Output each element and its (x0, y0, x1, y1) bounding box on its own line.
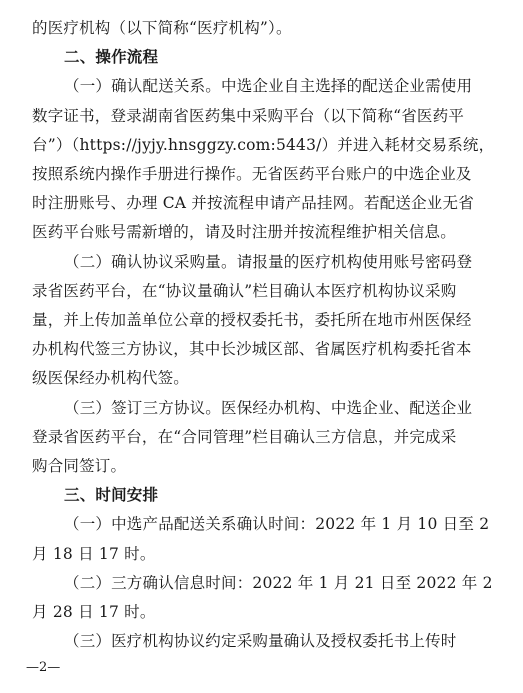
paragraph-line: （二）三方确认信息时间：2022 年 1 月 21 日至 2022 年 2 (64, 574, 493, 592)
paragraph-line: 级医保经办机构代签。 (32, 369, 190, 387)
paragraph-line: 登录省医药平台，在“合同管理”栏目确认三方信息，并完成采 (32, 428, 457, 446)
paragraph-line: （一）确认配送关系。中选企业自主选择的配送企业需使用 (64, 77, 473, 95)
page-number: —2— (26, 660, 61, 675)
paragraph-line: 按照系统内操作手册进行操作。无省医药平台账户的中选企业及 (32, 165, 472, 183)
paragraph-line: 办机构代签三方协议，其中长沙城区部、省属医疗机构委托省本 (32, 340, 472, 358)
paragraph-line: （一）中选产品配送关系确认时间：2022 年 1 月 10 日至 2 (64, 515, 490, 533)
paragraph-line: （二）确认协议采购量。请报量的医疗机构使用账号密码登 (64, 253, 473, 271)
paragraph-line: 医药平台账号需新增的，请及时注册并按流程维护相关信息。 (32, 223, 456, 241)
paragraph-line: 时注册账号、办理 CA 并按流程申请产品挂网。若配送企业无省 (32, 194, 474, 212)
section-heading-schedule: 三、时间安排 (64, 486, 159, 504)
paragraph-line: 月 18 日 17 时。 (32, 545, 156, 563)
paragraph-line: 录省医药平台，在“协议量确认”栏目确认本医疗机构协议采购 (32, 282, 457, 300)
paragraph-line: 台”）（https://jyjy.hnsggzy.com:5443/）并进入耗材交易系统， (32, 136, 495, 154)
paragraph-line: （三）签订三方协议。医保经办机构、中选企业、配送企业 (64, 399, 473, 417)
paragraph-line: 的医疗机构（以下简称“医疗机构”）。 (32, 19, 292, 37)
paragraph-line: （三）医疗机构协议约定采购量确认及授权委托书上传时 (64, 632, 457, 650)
paragraph-line: 数字证书，登录湖南省医药集中采购平台（以下简称“省医药平 (32, 107, 465, 125)
section-heading-operation-process: 二、操作流程 (64, 48, 159, 66)
paragraph-line: 购合同签订。 (32, 457, 127, 475)
paragraph-line: 量，并上传加盖单位公章的授权委托书，委托所在地市州医保经 (32, 311, 472, 329)
paragraph-line: 月 28 日 17 时。 (32, 603, 156, 621)
